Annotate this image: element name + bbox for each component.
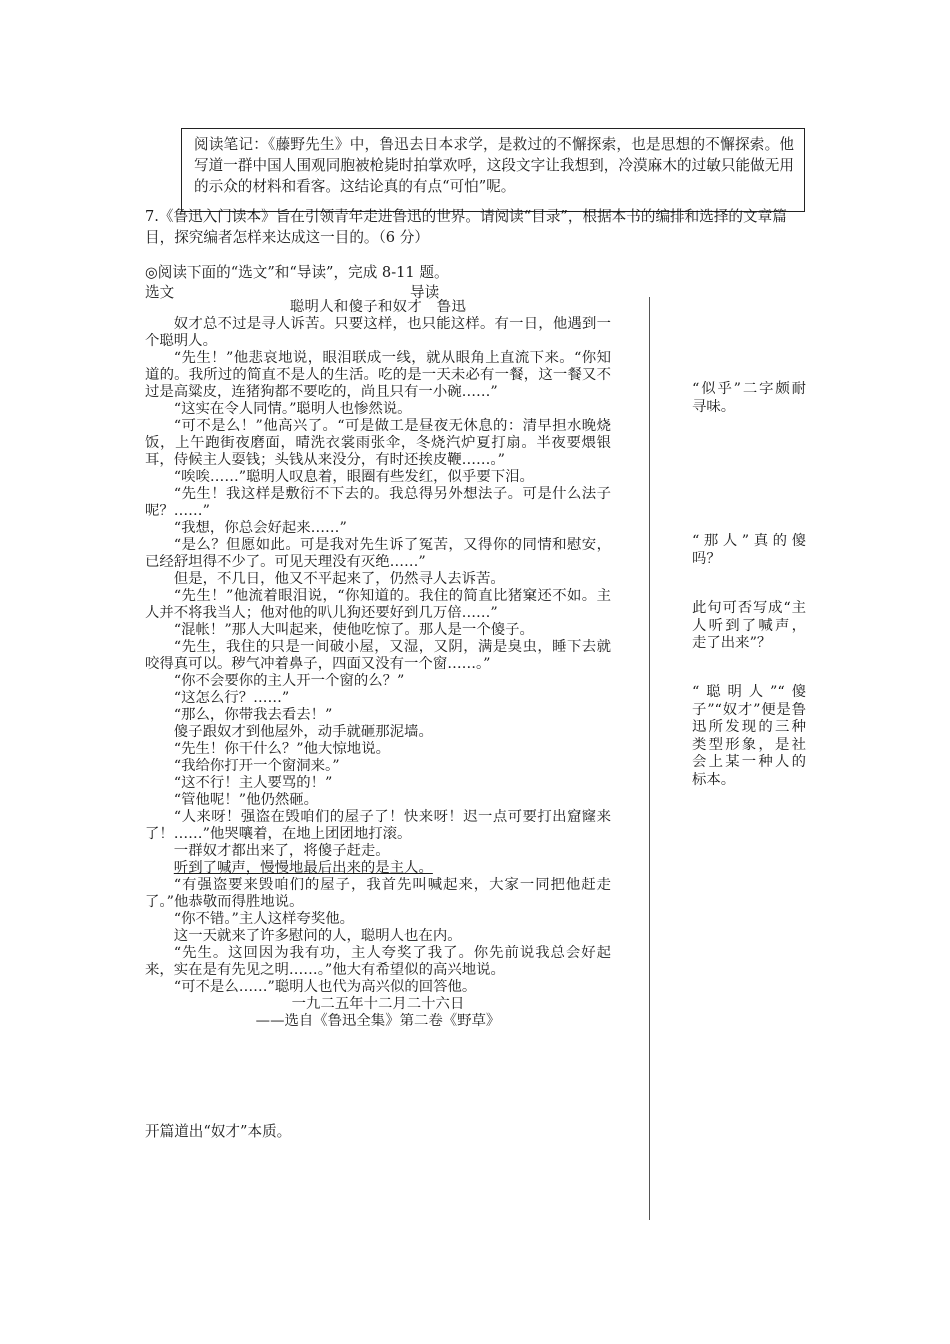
story-paragraph: “可不是么！”他高兴了。“可是做工是昼夜无休息的：清早担水晚烧饭，上午跑街夜磨面，晴洗衣裳雨张伞，冬烧汽炉夏打扇。半夜要煨银耳，侍候主人耍钱；头钱从来没分，有时还挨皮鞭……。” xyxy=(145,418,611,468)
story-text xyxy=(145,298,611,1030)
reading-instruction: ◎阅读下面的“选文”和“导读”，完成 8-11 题。 xyxy=(145,264,449,281)
story-paragraph: 傻子跟奴才到他屋外，动手就砸那泥墙。 xyxy=(173,724,433,740)
story-paragraph: “先生，我住的只是一间破小屋，又湿，又阴，满是臭虫，睡下去就咬得真可以。秽气冲着鼻子，四面又没有一个窗……。” xyxy=(145,639,611,672)
column-divider xyxy=(649,297,650,1220)
story-paragraph: 这一天就来了许多慰问的人，聪明人也在内。 xyxy=(173,928,462,944)
story-paragraph: “先生。这回因为我有功，主人夸奖了我了。你先前说我总会好起来，实在是有先见之明……。”他大有希望似的高兴地说。 xyxy=(145,945,611,978)
story-date: 一九二五年十二月二十六日 xyxy=(291,996,465,1012)
story-source: ——选自《鲁迅全集》第二卷《野草》 xyxy=(255,1013,501,1029)
guide-note: “聪明人”“傻子”“奴才”便是鲁迅所发现的三种类型形象，是社会上某一种人的标本。 xyxy=(692,684,806,788)
story-paragraph: “人来呀！强盗在毁咱们的屋子了！快来呀！迟一点可要打出窟窿来了！……”他哭嚷着，在地上团团地打滚。 xyxy=(145,809,611,842)
story-paragraph: “这不行！主人要骂的！” xyxy=(173,775,333,791)
story-paragraph: “先生！我这样是敷衍不下去的。我总得另外想法子。可是什么法子呢？……” xyxy=(145,486,611,519)
story-paragraph: “我给你打开一个窗洞来。” xyxy=(173,758,340,774)
story-paragraph: 一群奴才都出来了，将傻子赶走。 xyxy=(173,843,390,859)
story-paragraph: “可不是么……”聪明人也代为高兴似的回答他。 xyxy=(173,979,477,995)
story-paragraph: “那么，你带我去看去！” xyxy=(173,707,333,723)
story-paragraph: “混帐！”那人大叫起来，使他吃惊了。那人是一个傻子。 xyxy=(173,622,534,638)
column-label-selected-text: 选文 xyxy=(145,284,175,301)
story-paragraph: “是么？但愿如此。可是我对先生诉了冤苦，又得你的同情和慰安，已经舒坦得不少了。可见天理没有灭绝……” xyxy=(145,537,611,570)
story-paragraph: “管他呢！”他仍然砸。 xyxy=(173,792,319,808)
story-paragraph: “这怎么行？……” xyxy=(173,690,290,706)
story-title: 聪明人和傻子和奴才 鲁迅 xyxy=(289,299,467,315)
story-paragraph: “先生！你干什么？”他大惊地说。 xyxy=(173,741,390,757)
reading-note-box xyxy=(181,128,805,212)
story-paragraph: “你不错。”主人这样夸奖他。 xyxy=(173,911,354,927)
story-paragraph-underlined xyxy=(145,860,611,877)
story-paragraph: “先生！”他流着眼泪说，“你知道的。我住的简直比猪窠还不如。主人并不将我当人；他对他的叭儿狗还要好到几万倍……” xyxy=(145,588,611,621)
reading-note-text: 阅读笔记：《藤野先生》中，鲁迅去日本求学，是救过的不懈探索，也是思想的不懈探索。他写道一群中国人围观同胞被枪毙时拍掌欢呼，这段文字让我想到，冷漠麻木的过敏只能做无用的示众的材料和看客。这结论真的有点“可怕”呢。 xyxy=(194,136,794,195)
column-label-guide: 导读 xyxy=(410,284,440,301)
story-paragraph: 奴才总不过是寻人诉苦。只要这样，也只能这样。有一日，他遇到一个聪明人。 xyxy=(145,316,611,349)
story-paragraph: “唉唉……”聪明人叹息着，眼圈有些发红，似乎要下泪。 xyxy=(173,469,534,485)
guide-note: “似乎”二字颇耐寻味。 xyxy=(692,381,806,415)
underlined-sentence: 听到了喊声，慢慢地最后出来的是主人。 xyxy=(173,860,433,876)
story-paragraph: “你不会要你的主人开一个窗的么？” xyxy=(173,673,405,689)
guide-note: 此句可否写成“主人听到了喊声，走了出来”？ xyxy=(692,600,806,651)
story-paragraph: “先生！”他悲哀地说，眼泪联成一线，就从眼角上直流下来。“你知道的。我所过的简直不是人的生活。吃的是一天未必有一餐，这一餐又不过是高粱皮，连猪狗都不要吃的，尚且只有一小碗……” xyxy=(145,350,611,400)
question-7: 7.《鲁迅入门读本》旨在引领青年走进鲁迅的世界。请阅读“目录”，根据本书的编排和选择的文章篇目，探究编者怎样来达成这一目的。（6 分） xyxy=(145,208,787,246)
guide-note: “那人”真的傻吗？ xyxy=(692,533,806,567)
story-paragraph: 但是，不几日，他又不平起来了，仍然寻人去诉苦。 xyxy=(173,571,505,587)
story-paragraph: “我想，你总会好起来……” xyxy=(173,520,347,536)
story-paragraph: “这实在令人同情。”聪明人也惨然说。 xyxy=(173,401,412,417)
guide-note-opening: 开篇道出“奴才”本质。 xyxy=(145,1123,292,1140)
story-paragraph: “有强盗要来毁咱们的屋子，我首先叫喊起来，大家一同把他赶走了。”他恭敬而得胜地说。 xyxy=(145,877,611,910)
